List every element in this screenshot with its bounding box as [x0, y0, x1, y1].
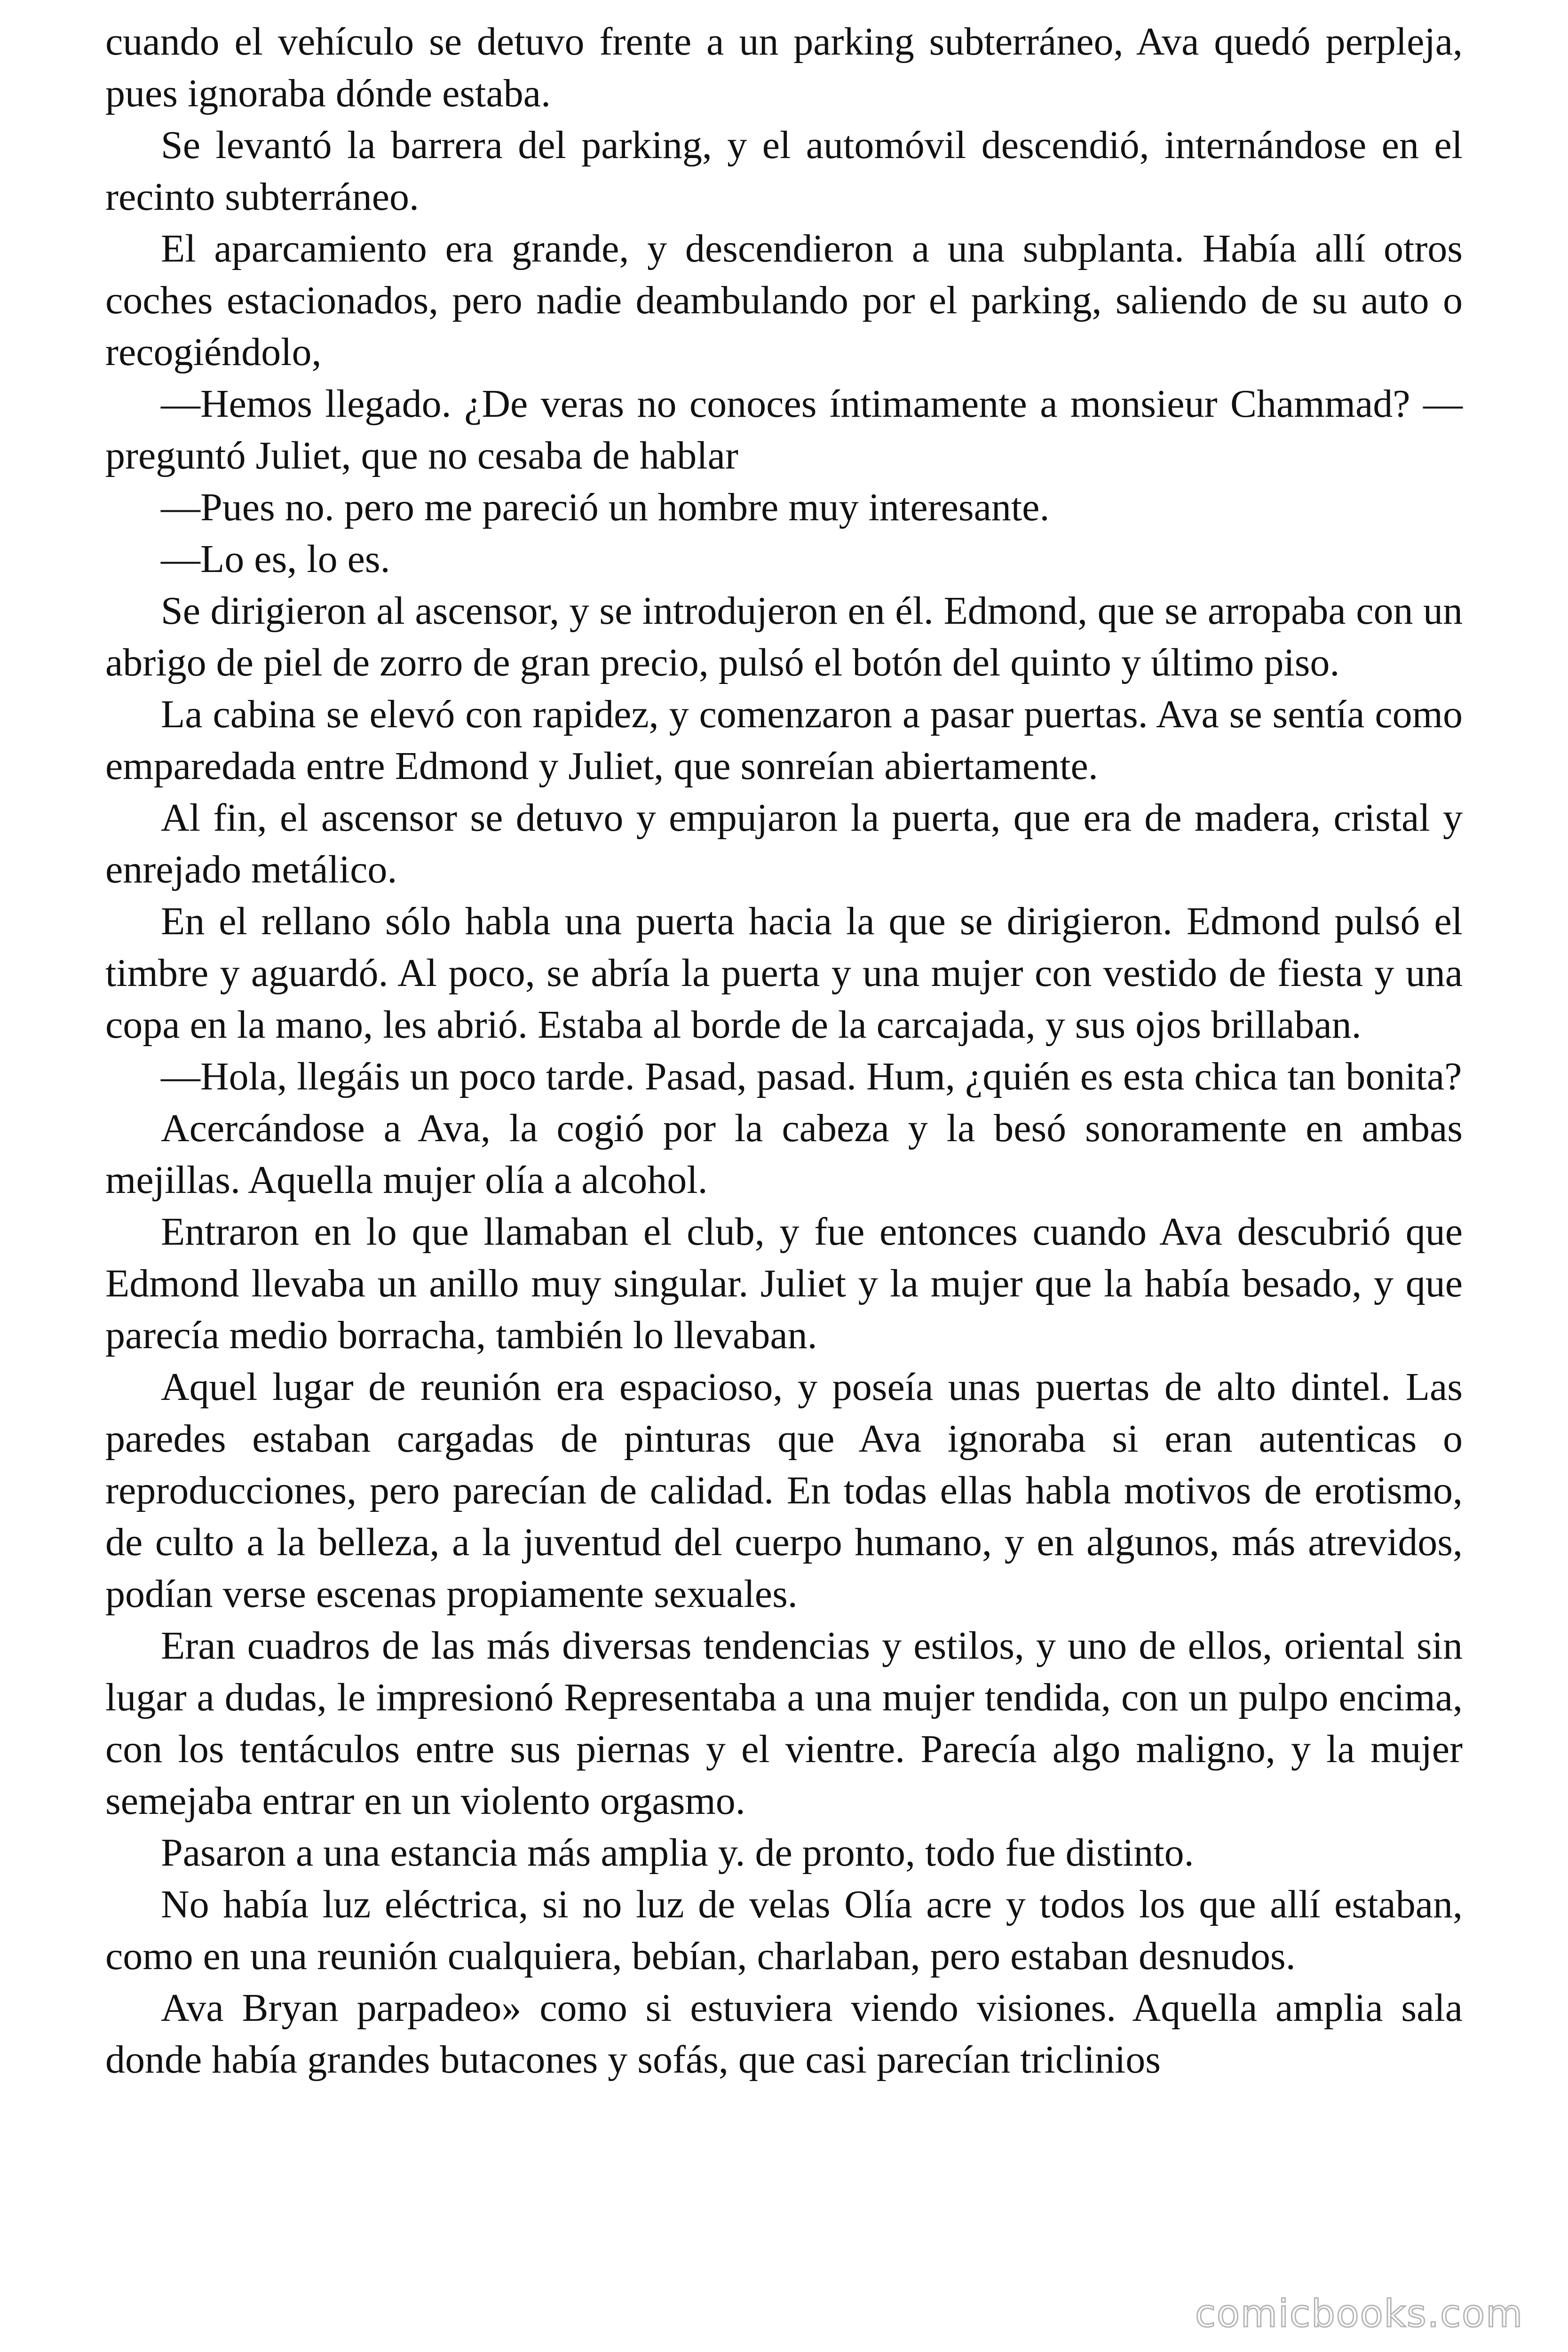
- paragraph-1: cuando el vehículo se detuvo frente a un parking subterráneo, Ava quedó perpleja, pues ignoraba dónde estaba.: [105, 20, 1463, 115]
- paragraph-5: —Pues no. pero me pareció un hombre muy interesante.: [161, 485, 1050, 529]
- paragraph-17: No había luz eléctrica, si no luz de velas Olía acre y todos los que allí estaban, como en una reunión cualquiera, bebían, charlaban, pero estaban desnudos.: [105, 1883, 1463, 1978]
- paragraph-6: —Lo es, lo es.: [161, 537, 390, 581]
- paragraph-16: Pasaron a una estancia más amplia y. de pronto, todo fue distinto.: [161, 1831, 1194, 1875]
- book-page-text: [105, 16, 1463, 2086]
- watermark: comicbooks.com: [1195, 2292, 1523, 2336]
- paragraph-7: Se dirigieron al ascensor, y se introdujeron en él. Edmond, que se arropaba con un abrigo de piel de zorro de gran precio, pulsó el botón del quinto y último piso.: [105, 589, 1463, 684]
- paragraph-2: Se levantó la barrera del parking, y el automóvil descendió, internándose en el recinto subterráneo.: [105, 123, 1463, 219]
- paragraph-9: Al fin, el ascensor se detuvo y empujaron la puerta, que era de madera, cristal y enrejado metálico.: [105, 796, 1463, 891]
- paragraph-4: —Hemos llegado. ¿De veras no conoces íntimamente a monsieur Chammad? —preguntó Juliet, que no cesaba de hablar: [105, 382, 1463, 477]
- paragraph-12: Acercándose a Ava, la cogió por la cabeza y la besó sonoramente en ambas mejillas. Aquella mujer olía a alcohol.: [105, 1106, 1463, 1202]
- paragraph-14: Aquel lugar de reunión era espacioso, y poseía unas puertas de alto dintel. Las paredes estaban cargadas de pinturas que Ava ignoraba si eran autenticas o reproducciones, pero parecían de calidad. En todas ellas habla motivos de erotismo, de culto a la belleza, a la juventud del cuerpo humano, y en algunos, más atrevidos, podían verse escenas propiamente sexuales.: [105, 1365, 1463, 1616]
- paragraph-13: Entraron en lo que llamaban el club, y fue entonces cuando Ava descubrió que Edmond llevaba un anillo muy singular. Juliet y la mujer que la había besado, y que parecía medio borracha, también lo llevaban.: [105, 1210, 1463, 1357]
- paragraph-3: El aparcamiento era grande, y descendieron a una subplanta. Había allí otros coches estacionados, pero nadie deambulando por el parking, saliendo de su auto o recogiéndolo,: [105, 227, 1463, 374]
- paragraph-11: —Hola, llegáis un poco tarde. Pasad, pasad. Hum, ¿quién es esta chica tan bonita?: [161, 1055, 1462, 1098]
- paragraph-8: La cabina se elevó con rapidez, y comenzaron a pasar puertas. Ava se sentía como emparedada entre Edmond y Juliet, que sonreían abiertamente.: [105, 692, 1463, 788]
- paragraph-18: Ava Bryan parpadeo» como si estuviera viendo visiones. Aquella amplia sala donde había grandes butacones y sofás, que casi parecían triclinios: [105, 1986, 1463, 2082]
- paragraph-15: Eran cuadros de las más diversas tendencias y estilos, y uno de ellos, oriental sin lugar a dudas, le impresionó Representaba a una mujer tendida, con un pulpo encima, con los tentáculos entre sus piernas y el vientre. Parecía algo maligno, y la mujer semejaba entrar en un violento orgasmo.: [105, 1624, 1463, 1823]
- paragraph-10: En el rellano sólo habla una puerta hacia la que se dirigieron. Edmond pulsó el timbre y aguardó. Al poco, se abría la puerta y una mujer con vestido de fiesta y una copa en la mano, les abrió. Estaba al borde de la carcajada, y sus ojos brillaban.: [105, 899, 1463, 1047]
